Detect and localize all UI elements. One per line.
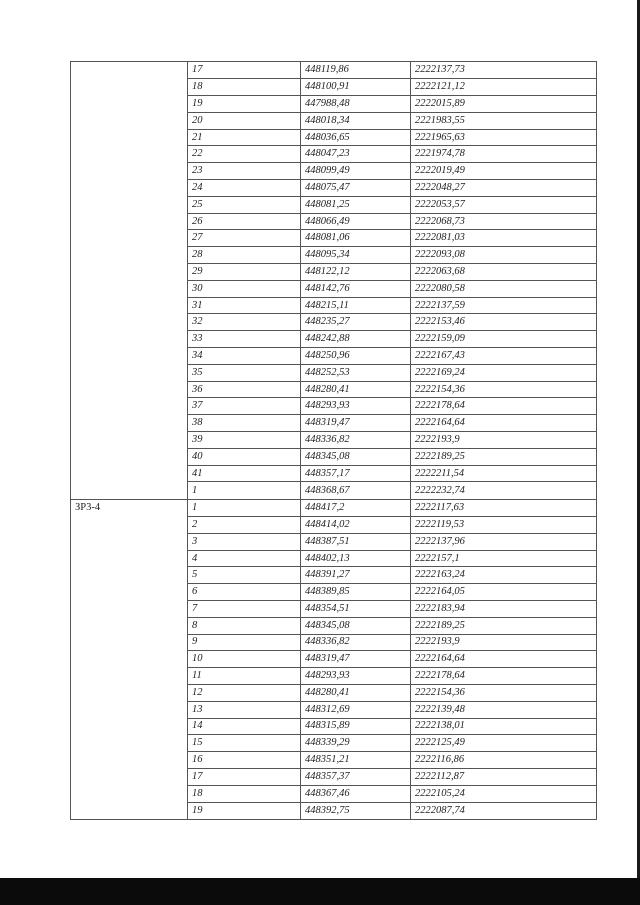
y-coordinate-cell: 2222081,03: [411, 230, 597, 247]
table-row: [71, 331, 597, 348]
table-row: [71, 398, 597, 415]
zone-cell: [71, 768, 188, 785]
table-row: [71, 550, 597, 567]
x-coordinate-cell: 448368,67: [301, 482, 411, 499]
zone-cell: [71, 448, 188, 465]
x-coordinate-cell: 448047,23: [301, 146, 411, 163]
zone-cell: [71, 196, 188, 213]
point-number-cell: 17: [188, 62, 301, 79]
y-coordinate-cell: 2222125,49: [411, 735, 597, 752]
zone-cell: [71, 802, 188, 819]
x-coordinate-cell: 448066,49: [301, 213, 411, 230]
x-coordinate-cell: 447988,48: [301, 96, 411, 113]
point-number-cell: 12: [188, 684, 301, 701]
y-coordinate-cell: 2222138,01: [411, 718, 597, 735]
y-coordinate-cell: 2222093,08: [411, 247, 597, 264]
point-number-cell: 6: [188, 584, 301, 601]
y-coordinate-cell: 2222193,9: [411, 634, 597, 651]
table-row: [71, 213, 597, 230]
point-number-cell: 8: [188, 617, 301, 634]
table-row: [71, 465, 597, 482]
zone-cell: [71, 213, 188, 230]
zone-cell: [71, 96, 188, 113]
zone-cell: [71, 432, 188, 449]
point-number-cell: 16: [188, 752, 301, 769]
x-coordinate-cell: 448319,47: [301, 415, 411, 432]
point-number-cell: 11: [188, 668, 301, 685]
table-row: [71, 297, 597, 314]
zone-cell: [71, 62, 188, 79]
point-number-cell: 20: [188, 112, 301, 129]
zone-cell: [71, 331, 188, 348]
point-number-cell: 39: [188, 432, 301, 449]
table-row: [71, 651, 597, 668]
zone-cell: [71, 567, 188, 584]
point-number-cell: 4: [188, 550, 301, 567]
zone-cell: [71, 517, 188, 534]
x-coordinate-cell: 448280,41: [301, 381, 411, 398]
point-number-cell: 35: [188, 364, 301, 381]
zone-cell: [71, 348, 188, 365]
zone-cell: [71, 297, 188, 314]
table-row: [71, 432, 597, 449]
x-coordinate-cell: 448081,06: [301, 230, 411, 247]
x-coordinate-cell: 448357,17: [301, 465, 411, 482]
y-coordinate-cell: 2222137,96: [411, 533, 597, 550]
x-coordinate-cell: 448100,91: [301, 79, 411, 96]
y-coordinate-cell: 2222189,25: [411, 617, 597, 634]
zone-cell: [71, 701, 188, 718]
table-row: [71, 280, 597, 297]
x-coordinate-cell: 448215,11: [301, 297, 411, 314]
table-row: [71, 112, 597, 129]
zone-cell: ЗР3-4: [71, 499, 188, 516]
y-coordinate-cell: 2222157,1: [411, 550, 597, 567]
table-row: [71, 718, 597, 735]
point-number-cell: 23: [188, 163, 301, 180]
x-coordinate-cell: 448319,47: [301, 651, 411, 668]
zone-cell: [71, 112, 188, 129]
zone-cell: [71, 146, 188, 163]
x-coordinate-cell: 448036,65: [301, 129, 411, 146]
zone-cell: [71, 601, 188, 618]
y-coordinate-cell: 2222189,25: [411, 448, 597, 465]
table-row: [71, 482, 597, 499]
table-row: [71, 247, 597, 264]
zone-cell: [71, 398, 188, 415]
y-coordinate-cell: 2222015,89: [411, 96, 597, 113]
table-row: [71, 533, 597, 550]
x-coordinate-cell: 448354,51: [301, 601, 411, 618]
point-number-cell: 26: [188, 213, 301, 230]
table-row: [71, 617, 597, 634]
x-coordinate-cell: 448312,69: [301, 701, 411, 718]
table-row: [71, 415, 597, 432]
x-coordinate-cell: 448336,82: [301, 432, 411, 449]
table-row: [71, 701, 597, 718]
y-coordinate-cell: 2222163,24: [411, 567, 597, 584]
point-number-cell: 37: [188, 398, 301, 415]
zone-cell: [71, 381, 188, 398]
zone-cell: [71, 668, 188, 685]
zone-cell: [71, 280, 188, 297]
point-number-cell: 24: [188, 180, 301, 197]
point-number-cell: 40: [188, 448, 301, 465]
y-coordinate-cell: 2222080,58: [411, 280, 597, 297]
zone-cell: [71, 684, 188, 701]
table-row: [71, 601, 597, 618]
point-number-cell: 19: [188, 96, 301, 113]
zone-cell: [71, 482, 188, 499]
table-row: [71, 567, 597, 584]
y-coordinate-cell: 2221965,63: [411, 129, 597, 146]
zone-cell: [71, 651, 188, 668]
table-row: [71, 196, 597, 213]
table-row: [71, 364, 597, 381]
x-coordinate-cell: 448345,08: [301, 448, 411, 465]
table-row: [71, 314, 597, 331]
point-number-cell: 30: [188, 280, 301, 297]
x-coordinate-cell: 448389,85: [301, 584, 411, 601]
table-row: [71, 180, 597, 197]
point-number-cell: 14: [188, 718, 301, 735]
point-number-cell: 32: [188, 314, 301, 331]
y-coordinate-cell: 2222117,63: [411, 499, 597, 516]
point-number-cell: 31: [188, 297, 301, 314]
zone-cell: [71, 785, 188, 802]
point-number-cell: 34: [188, 348, 301, 365]
point-number-cell: 10: [188, 651, 301, 668]
x-coordinate-cell: 448095,34: [301, 247, 411, 264]
table-row: [71, 768, 597, 785]
x-coordinate-cell: 448392,75: [301, 802, 411, 819]
x-coordinate-cell: 448387,51: [301, 533, 411, 550]
y-coordinate-cell: 2222105,24: [411, 785, 597, 802]
x-coordinate-cell: 448242,88: [301, 331, 411, 348]
x-coordinate-cell: 448391,27: [301, 567, 411, 584]
point-number-cell: 3: [188, 533, 301, 550]
y-coordinate-cell: 2222048,27: [411, 180, 597, 197]
table-row: [71, 802, 597, 819]
table-row: [71, 684, 597, 701]
point-number-cell: 18: [188, 79, 301, 96]
x-coordinate-cell: 448293,93: [301, 668, 411, 685]
point-number-cell: 21: [188, 129, 301, 146]
zone-cell: [71, 364, 188, 381]
y-coordinate-cell: 2222178,64: [411, 668, 597, 685]
x-coordinate-cell: 448357,37: [301, 768, 411, 785]
point-number-cell: 5: [188, 567, 301, 584]
zone-cell: [71, 617, 188, 634]
y-coordinate-cell: 2222112,87: [411, 768, 597, 785]
y-coordinate-cell: 2222193,9: [411, 432, 597, 449]
point-number-cell: 19: [188, 802, 301, 819]
x-coordinate-cell: 448367,46: [301, 785, 411, 802]
point-number-cell: 15: [188, 735, 301, 752]
table-row: [71, 785, 597, 802]
zone-cell: [71, 718, 188, 735]
table-row: [71, 264, 597, 281]
x-coordinate-cell: 448293,93: [301, 398, 411, 415]
point-number-cell: 33: [188, 331, 301, 348]
x-coordinate-cell: 448345,08: [301, 617, 411, 634]
x-coordinate-cell: 448122,12: [301, 264, 411, 281]
y-coordinate-cell: 2221974,78: [411, 146, 597, 163]
zone-cell: [71, 415, 188, 432]
table-row: [71, 499, 597, 516]
table-row: [71, 146, 597, 163]
x-coordinate-cell: 448081,25: [301, 196, 411, 213]
zone-cell: [71, 550, 188, 567]
table-row: [71, 79, 597, 96]
x-coordinate-cell: 448414,02: [301, 517, 411, 534]
table-row: [71, 96, 597, 113]
table-row: [71, 517, 597, 534]
y-coordinate-cell: 2222137,59: [411, 297, 597, 314]
y-coordinate-cell: 2222232,74: [411, 482, 597, 499]
zone-cell: [71, 129, 188, 146]
coordinates-table-body: [71, 62, 597, 820]
zone-cell: [71, 180, 188, 197]
y-coordinate-cell: 2222211,54: [411, 465, 597, 482]
x-coordinate-cell: 448336,82: [301, 634, 411, 651]
point-number-cell: 1: [188, 499, 301, 516]
x-coordinate-cell: 448075,47: [301, 180, 411, 197]
zone-cell: [71, 247, 188, 264]
point-number-cell: 28: [188, 247, 301, 264]
table-row: [71, 230, 597, 247]
y-coordinate-cell: 2222178,64: [411, 398, 597, 415]
zone-cell: [71, 735, 188, 752]
zone-cell: [71, 584, 188, 601]
point-number-cell: 25: [188, 196, 301, 213]
x-coordinate-cell: 448315,89: [301, 718, 411, 735]
point-number-cell: 9: [188, 634, 301, 651]
y-coordinate-cell: 2222169,24: [411, 364, 597, 381]
y-coordinate-cell: 2222019,49: [411, 163, 597, 180]
point-number-cell: 36: [188, 381, 301, 398]
y-coordinate-cell: 2222154,36: [411, 684, 597, 701]
y-coordinate-cell: 2222137,73: [411, 62, 597, 79]
zone-cell: [71, 79, 188, 96]
table-row: [71, 129, 597, 146]
y-coordinate-cell: 2222068,73: [411, 213, 597, 230]
table-row: [71, 735, 597, 752]
y-coordinate-cell: 2222183,94: [411, 601, 597, 618]
y-coordinate-cell: 2222159,09: [411, 331, 597, 348]
point-number-cell: 38: [188, 415, 301, 432]
y-coordinate-cell: 2222139,48: [411, 701, 597, 718]
y-coordinate-cell: 2222116,86: [411, 752, 597, 769]
x-coordinate-cell: 448119,86: [301, 62, 411, 79]
table-row: [71, 348, 597, 365]
table-row: [71, 448, 597, 465]
x-coordinate-cell: 448280,41: [301, 684, 411, 701]
table-row: [71, 584, 597, 601]
y-coordinate-cell: 2222153,46: [411, 314, 597, 331]
x-coordinate-cell: 448402,13: [301, 550, 411, 567]
point-number-cell: 7: [188, 601, 301, 618]
y-coordinate-cell: 2222154,36: [411, 381, 597, 398]
x-coordinate-cell: 448417,2: [301, 499, 411, 516]
point-number-cell: 41: [188, 465, 301, 482]
point-number-cell: 29: [188, 264, 301, 281]
point-number-cell: 18: [188, 785, 301, 802]
y-coordinate-cell: 2221983,55: [411, 112, 597, 129]
y-coordinate-cell: 2222087,74: [411, 802, 597, 819]
point-number-cell: 1: [188, 482, 301, 499]
x-coordinate-cell: 448252,53: [301, 364, 411, 381]
x-coordinate-cell: 448339,29: [301, 735, 411, 752]
y-coordinate-cell: 2222119,53: [411, 517, 597, 534]
x-coordinate-cell: 448351,21: [301, 752, 411, 769]
y-coordinate-cell: 2222121,12: [411, 79, 597, 96]
x-coordinate-cell: 448235,27: [301, 314, 411, 331]
table-row: [71, 634, 597, 651]
x-coordinate-cell: 448099,49: [301, 163, 411, 180]
zone-cell: [71, 634, 188, 651]
point-number-cell: 2: [188, 517, 301, 534]
zone-cell: [71, 314, 188, 331]
scan-bottom-bar: [0, 878, 640, 905]
point-number-cell: 22: [188, 146, 301, 163]
zone-cell: [71, 752, 188, 769]
x-coordinate-cell: 448018,34: [301, 112, 411, 129]
table-row: [71, 163, 597, 180]
y-coordinate-cell: 2222164,64: [411, 651, 597, 668]
zone-cell: [71, 264, 188, 281]
y-coordinate-cell: 2222167,43: [411, 348, 597, 365]
point-number-cell: 17: [188, 768, 301, 785]
point-number-cell: 13: [188, 701, 301, 718]
table-row: [71, 62, 597, 79]
y-coordinate-cell: 2222063,68: [411, 264, 597, 281]
zone-cell: [71, 163, 188, 180]
y-coordinate-cell: 2222164,64: [411, 415, 597, 432]
point-number-cell: 27: [188, 230, 301, 247]
zone-cell: [71, 533, 188, 550]
table-row: [71, 668, 597, 685]
x-coordinate-cell: 448142,76: [301, 280, 411, 297]
table-row: [71, 752, 597, 769]
table-row: [71, 381, 597, 398]
zone-cell: [71, 230, 188, 247]
x-coordinate-cell: 448250,96: [301, 348, 411, 365]
coordinates-table: [70, 61, 597, 820]
zone-cell: [71, 465, 188, 482]
y-coordinate-cell: 2222164,05: [411, 584, 597, 601]
y-coordinate-cell: 2222053,57: [411, 196, 597, 213]
